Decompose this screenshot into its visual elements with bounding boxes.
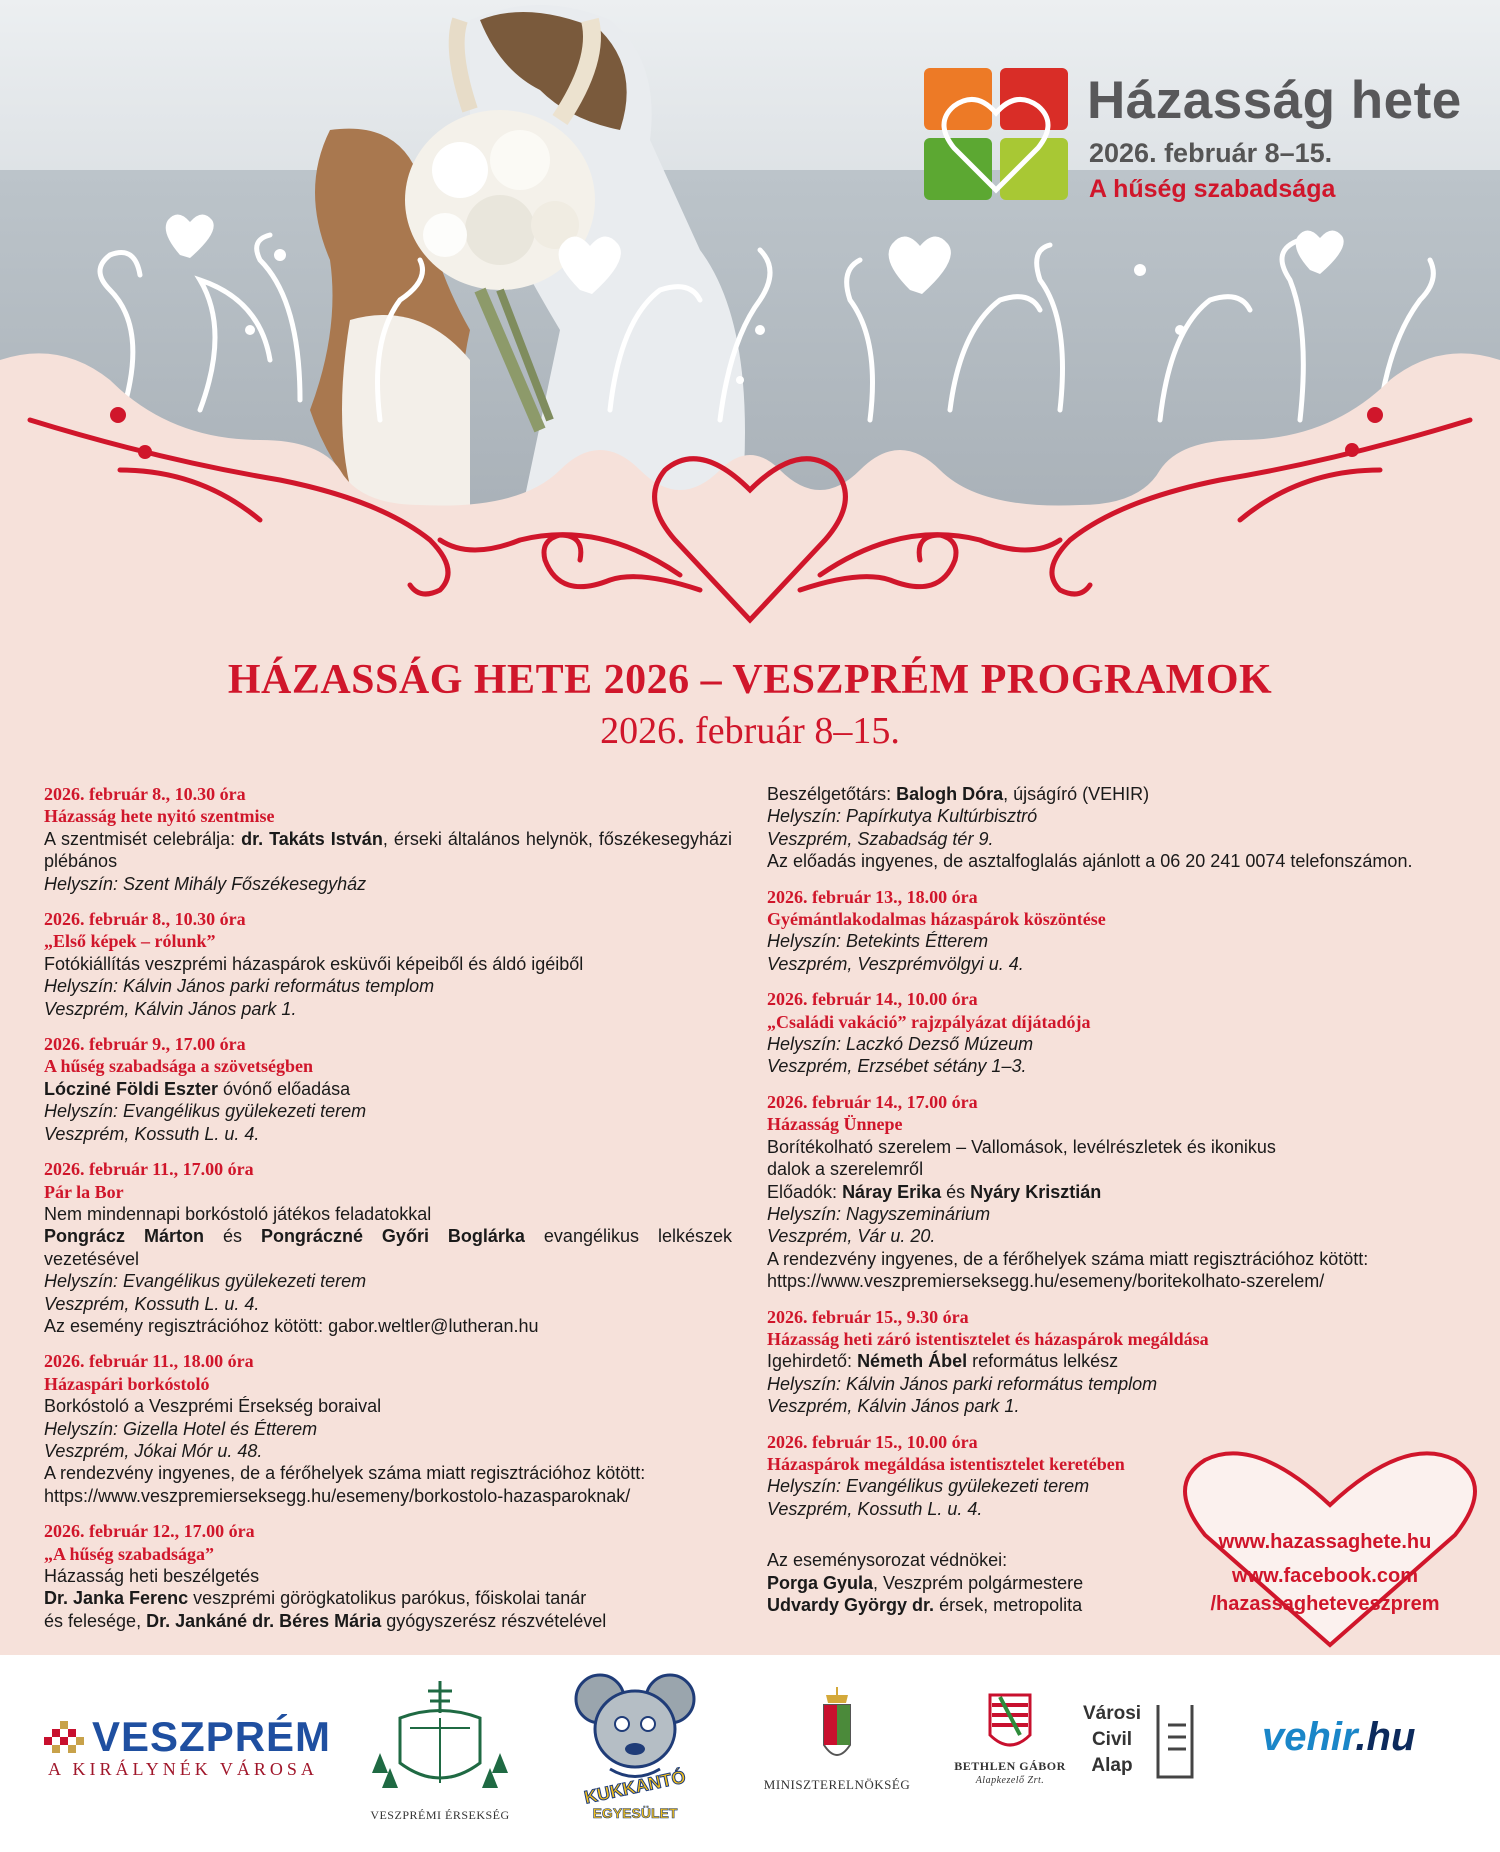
event-speaker: Balogh Dóra bbox=[896, 784, 1004, 804]
event-title: Házaspári borkóstoló bbox=[44, 1373, 210, 1394]
civil-line: Városi bbox=[1082, 1703, 1142, 1724]
event-description: Nem mindennapi borkóstoló játékos feladatokkal bbox=[44, 1203, 432, 1224]
event-address: Veszprém, Vár u. 20. bbox=[767, 1226, 936, 1247]
event-guests bbox=[44, 1610, 732, 1632]
event-address: Veszprém, Erzsébet sétány 1–3. bbox=[767, 1056, 1027, 1077]
vehir-logo bbox=[1262, 1715, 1462, 1760]
patron-role: , Veszprém polgármestere bbox=[873, 1572, 1084, 1593]
event-place: Helyszín: Kálvin János parki református templom bbox=[767, 1373, 1158, 1394]
page-title: HÁZASSÁG HETE 2026 – VESZPRÉM PROGRAMOK bbox=[227, 657, 1273, 703]
document-icon bbox=[1150, 1701, 1200, 1781]
event-desc-text: , újságíró (VEHIR) bbox=[1003, 784, 1150, 804]
event-description bbox=[44, 1078, 732, 1100]
event-address: Veszprém, Kálvin János park 1. bbox=[44, 998, 297, 1019]
event-registration-note: A rendezvény ingyenes, de a férőhelyek száma miatt regisztrációhoz kötött: bbox=[44, 1463, 646, 1484]
event-registration-note: Az előadás ingyenes, de asztalfoglalás ajánlott a 06 20 241 0074 telefonszámon. bbox=[767, 851, 1413, 872]
event-description: Borítékolható szerelem – Vallomások, levélrészletek és ikonikus bbox=[767, 1136, 1276, 1157]
event-celebrant: dr. Takáts István bbox=[241, 828, 383, 849]
event-registration-note: Az esemény regisztrációhoz kötött: gabor.weltler@lutheran.hu bbox=[44, 1315, 539, 1336]
event-registration-link[interactable]: https://www.veszpremierseksegg.hu/esemeny/boritekolhato-szerelem/ bbox=[767, 1271, 1325, 1292]
event-address: Veszprém, Kossuth L. u. 4. bbox=[767, 1498, 983, 1519]
ersekseg-name: VESZPRÉMI ÉRSEKSÉG bbox=[370, 1808, 510, 1822]
event-item bbox=[44, 1520, 732, 1632]
event-item bbox=[767, 988, 1467, 1078]
civil-alap-text bbox=[1082, 1701, 1142, 1779]
event-desc-text: evangélikus lelkészek vezetésével bbox=[44, 1226, 732, 1269]
event-description bbox=[44, 828, 732, 873]
event-date: 2026. február 11., 18.00 óra bbox=[44, 1351, 254, 1372]
event-item bbox=[44, 1033, 732, 1145]
civil-line: Civil bbox=[1091, 1729, 1133, 1750]
kukkanto-sub: EGYESÜLET bbox=[592, 1805, 678, 1821]
veszprem-checker-icon bbox=[44, 1721, 84, 1753]
event-address: Veszprém, Kossuth L. u. 4. bbox=[44, 1123, 260, 1144]
event-item bbox=[44, 1158, 732, 1337]
event-title: Házasság hete nyitó szentmise bbox=[44, 806, 275, 827]
bethlen-sub: Alapkezelő Zrt. bbox=[975, 1775, 1045, 1786]
bethlen-shield-icon bbox=[945, 1685, 1075, 1765]
event-place: Helyszín: Evangélikus gyülekezeti terem bbox=[44, 1101, 367, 1122]
ersekseg-logo bbox=[360, 1673, 520, 1833]
event-place: Helyszín: Betekints Étterem bbox=[767, 931, 989, 952]
event-desc-text: veszprémi görögkatolikus parókus, főiskolai tanár bbox=[188, 1588, 587, 1609]
veszprem-tagline: A KIRÁLYNÉK VÁROSA bbox=[48, 1759, 318, 1779]
event-title: A hűség szabadsága a szövetségben bbox=[44, 1056, 314, 1077]
event-desc-text: református lelkész bbox=[967, 1351, 1119, 1372]
event-title: „A hűség szabadsága” bbox=[44, 1543, 215, 1564]
event-address: Veszprém, Kossuth L. u. 4. bbox=[44, 1293, 260, 1314]
event-desc-text: és bbox=[941, 1181, 971, 1202]
patrons-label: Az eseménysorozat védnökei: bbox=[767, 1550, 1008, 1571]
event-guests bbox=[44, 1587, 732, 1609]
veszprem-wordmark: VESZPRÉM bbox=[92, 1713, 332, 1760]
event-title: Házasság heti záró istentisztelet és házaspárok megáldása bbox=[767, 1328, 1209, 1349]
miniszterelnokseg-name: MINISZTERELNÖKSÉG bbox=[763, 1777, 911, 1792]
event-item bbox=[767, 886, 1467, 976]
bethlen-name: BETHLEN GÁBOR bbox=[954, 1759, 1066, 1773]
event-item bbox=[767, 1431, 1467, 1521]
program-column-right bbox=[767, 783, 1467, 1616]
event-date: 2026. február 15., 9.30 óra bbox=[767, 1306, 969, 1327]
vehir-tld: .hu bbox=[1355, 1715, 1416, 1759]
event-date: 2026. február 9., 17.00 óra bbox=[44, 1034, 246, 1055]
event-date: 2026. február 13., 18.00 óra bbox=[767, 886, 978, 907]
event-place: Helyszín: Laczkó Dezső Múzeum bbox=[767, 1034, 1034, 1055]
facebook-link[interactable] bbox=[1180, 1562, 1470, 1618]
event-title: „Családi vakáció” rajzpályázat díjátadója bbox=[767, 1011, 1091, 1032]
hero-banner bbox=[0, 0, 1500, 640]
event-title: Pár la Bor bbox=[44, 1181, 124, 1202]
website-link[interactable]: www.hazassaghete.hu bbox=[1218, 1531, 1432, 1553]
hungarian-coat-of-arms-icon bbox=[752, 1685, 922, 1775]
patron-name: Porga Gyula bbox=[767, 1572, 874, 1593]
event-address: Veszprém, Szabadság tér 9. bbox=[767, 828, 994, 849]
event-speaker: Dr. Jankáné dr. Béres Mária bbox=[146, 1610, 382, 1631]
event-description: Fotókiállítás veszprémi házaspárok esküvői képeiből és áldó igéiből bbox=[44, 953, 584, 974]
event-place: Helyszín: Nagyszeminárium bbox=[767, 1203, 991, 1224]
miniszterelnokseg-logo bbox=[752, 1685, 922, 1815]
event-date: 2026. február 15., 10.00 óra bbox=[767, 1431, 978, 1452]
page-subtitle: 2026. február 8–15. bbox=[600, 710, 900, 752]
event-date: 2026. február 14., 10.00 óra bbox=[767, 989, 978, 1010]
kukkanto-wordmark: KUKKANTÓ bbox=[582, 1766, 688, 1808]
patron-name: Udvardy György dr. bbox=[767, 1595, 935, 1615]
facebook-link-line: /hazassagheteveszprem bbox=[1210, 1593, 1440, 1615]
event-speaker: Nyáry Krisztián bbox=[970, 1181, 1102, 1202]
event-date: 2026. február 8., 10.30 óra bbox=[44, 784, 246, 804]
event-address: Veszprém, Jókai Mór u. 48. bbox=[44, 1440, 263, 1461]
event-speaker: Pongráczné Győri Boglárka bbox=[260, 1226, 525, 1247]
event-place: Helyszín: Evangélikus gyülekezeti terem bbox=[767, 1476, 1090, 1497]
civil-line: Alap bbox=[1091, 1755, 1133, 1776]
event-address: Veszprém, Kálvin János park 1. bbox=[767, 1396, 1020, 1417]
kukkanto-logo bbox=[570, 1669, 700, 1839]
event-description: Házasság heti beszélgetés bbox=[44, 1566, 260, 1586]
event-item bbox=[767, 1091, 1467, 1293]
event-place: Helyszín: Szent Mihály Főszékesegyház bbox=[44, 873, 367, 894]
event-moderator bbox=[767, 783, 1467, 805]
event-date: 2026. február 14., 17.00 óra bbox=[767, 1091, 978, 1112]
event-speaker: Dr. Janka Ferenc bbox=[44, 1588, 189, 1609]
event-item bbox=[44, 908, 732, 1020]
event-desc-text: és felesége, bbox=[44, 1610, 147, 1631]
event-speaker: Németh Ábel bbox=[857, 1351, 968, 1372]
logo-squares-icon bbox=[924, 68, 1069, 200]
web-links bbox=[1180, 1528, 1470, 1624]
event-description: dalok a szerelemről bbox=[767, 1159, 924, 1180]
event-address: Veszprém, Veszprémvölgyi u. 4. bbox=[767, 953, 1024, 974]
event-speakers bbox=[44, 1225, 732, 1270]
event-desc-text: Beszélgetőtárs: bbox=[767, 784, 897, 804]
event-item-continued bbox=[767, 783, 1467, 873]
event-description: Borkóstoló a Veszprémi Érsekség boraival bbox=[44, 1396, 382, 1417]
event-speaker: Lócziné Földi Eszter bbox=[44, 1078, 219, 1099]
event-desc-text: Igehirdető: bbox=[767, 1351, 858, 1372]
event-performers bbox=[767, 1181, 1467, 1203]
program-column-left bbox=[44, 783, 732, 1645]
event-desc-text: Előadók: bbox=[767, 1181, 843, 1202]
varosi-civil-alap-logo bbox=[1082, 1701, 1212, 1811]
event-place: Helyszín: Gizella Hotel és Étterem bbox=[44, 1418, 318, 1439]
vehir-wordmark: vehir bbox=[1262, 1715, 1356, 1759]
bethlen-gabor-logo bbox=[945, 1685, 1075, 1815]
ersekseg-crest-icon bbox=[360, 1673, 520, 1803]
event-speaker: Pongrácz Márton bbox=[44, 1226, 204, 1247]
logo-date: 2026. február 8–15. bbox=[1089, 138, 1333, 168]
event-item bbox=[44, 783, 732, 895]
event-desc-text: gyógyszerész részvételével bbox=[381, 1610, 607, 1631]
event-item bbox=[44, 1350, 732, 1507]
event-place: Helyszín: Papírkutya Kultúrbisztró bbox=[767, 806, 1038, 827]
event-date: 2026. február 11., 17.00 óra bbox=[44, 1159, 254, 1180]
sponsor-footer bbox=[0, 1655, 1500, 1852]
event-preacher bbox=[767, 1350, 1467, 1372]
hazassag-hete-logo bbox=[924, 68, 1464, 208]
event-registration-link[interactable]: https://www.veszpremierseksegg.hu/esemeny/borkostolo-hazasparoknak/ bbox=[44, 1485, 631, 1506]
event-place: Helyszín: Kálvin János parki református templom bbox=[44, 976, 435, 997]
event-date: 2026. február 8., 10.30 óra bbox=[44, 909, 246, 930]
event-desc-text: és bbox=[203, 1226, 261, 1247]
event-title: Házaspárok megáldása istentisztelet keretében bbox=[767, 1453, 1125, 1474]
facebook-link-line: www.facebook.com bbox=[1232, 1565, 1418, 1587]
event-desc-text: A szentmisét celebrálja: bbox=[44, 828, 242, 849]
event-title: „Első képek – rólunk” bbox=[44, 931, 216, 952]
patron-role: érsek, metropolita bbox=[934, 1595, 1083, 1615]
event-desc-text: óvónő előadása bbox=[218, 1078, 351, 1099]
logo-motto: A hűség szabadsága bbox=[1089, 175, 1336, 203]
event-item bbox=[767, 1306, 1467, 1418]
logo-title: Házasság hete bbox=[1087, 71, 1462, 130]
event-desc-text: , érseki általános helynök, főszékesegyházi plébános bbox=[44, 828, 733, 872]
event-date: 2026. február 12., 17.00 óra bbox=[44, 1521, 255, 1542]
event-registration-note: A rendezvény ingyenes, de a férőhelyek száma miatt regisztrációhoz kötött: bbox=[767, 1248, 1369, 1269]
event-speaker: Náray Erika bbox=[842, 1181, 942, 1202]
event-title: Gyémántlakodalmas házaspárok köszöntése bbox=[767, 909, 1106, 930]
event-title: Házasság Ünnepe bbox=[767, 1114, 903, 1135]
event-place: Helyszín: Evangélikus gyülekezeti terem bbox=[44, 1271, 367, 1292]
